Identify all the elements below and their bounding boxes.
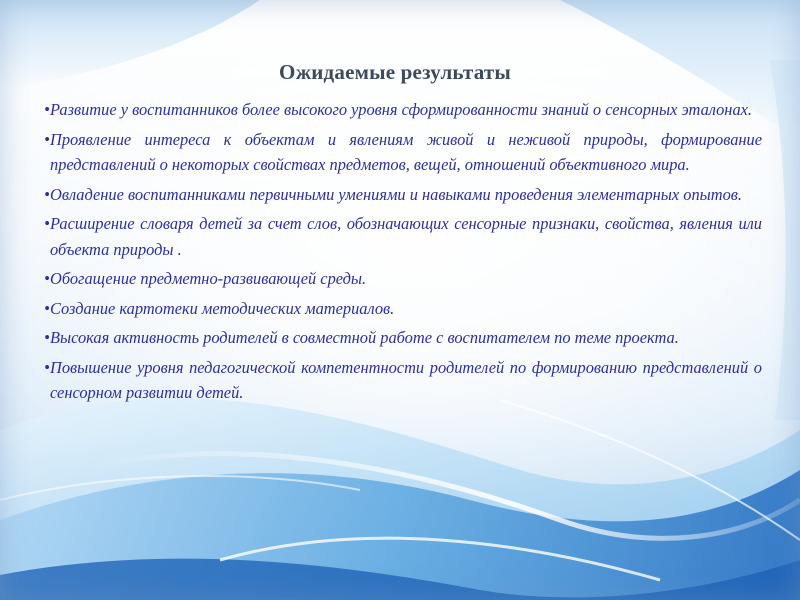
list-item xyxy=(28,355,762,406)
bullet-icon xyxy=(28,355,50,381)
list-item xyxy=(28,296,762,322)
bullet-icon xyxy=(28,97,50,123)
list-item-text: Повышение уровня педагогической компетентности родителей по формированию представлений о сенсорном развитии детей. xyxy=(50,357,762,402)
list-item xyxy=(28,325,762,351)
bullet-icon xyxy=(28,325,50,351)
list-item xyxy=(28,182,762,208)
bullet-icon xyxy=(28,266,50,292)
list-item-text: Овладение воспитанниками первичными умениями и навыками проведения элементарных опытов. xyxy=(50,184,742,204)
list-item xyxy=(28,211,762,262)
list-item xyxy=(28,127,762,178)
list-item-text: Расширение словаря детей за счет слов, обозначающих сенсорные признаки, свойства, явления или объекта природы . xyxy=(50,214,762,259)
content-area xyxy=(28,60,762,410)
slide-title: Ожидаемые результаты xyxy=(279,60,511,84)
bullet-icon xyxy=(28,127,50,153)
bullet-icon xyxy=(28,211,50,237)
list-item-text: Проявление интереса к объектам и явлениям живой и неживой природы, формирование представлений о некоторых свойствах предметов, вещей, отношений объективного мира. xyxy=(50,129,762,174)
list-item-text: Создание картотеки методических материалов. xyxy=(50,298,395,318)
list-item-text: Развитие у воспитанников более высокого уровня сформированности знаний о сенсорных эталонах. xyxy=(50,100,753,119)
list-item-text: Высокая активность родителей в совместной работе с воспитателем по теме проекта. xyxy=(50,328,679,347)
results-list xyxy=(28,97,762,406)
list-item xyxy=(28,97,762,123)
list-item xyxy=(28,266,762,292)
bullet-icon xyxy=(28,296,50,322)
list-item-text: Обогащение предметно-развивающей среды. xyxy=(50,269,367,288)
bullet-icon xyxy=(28,182,50,208)
